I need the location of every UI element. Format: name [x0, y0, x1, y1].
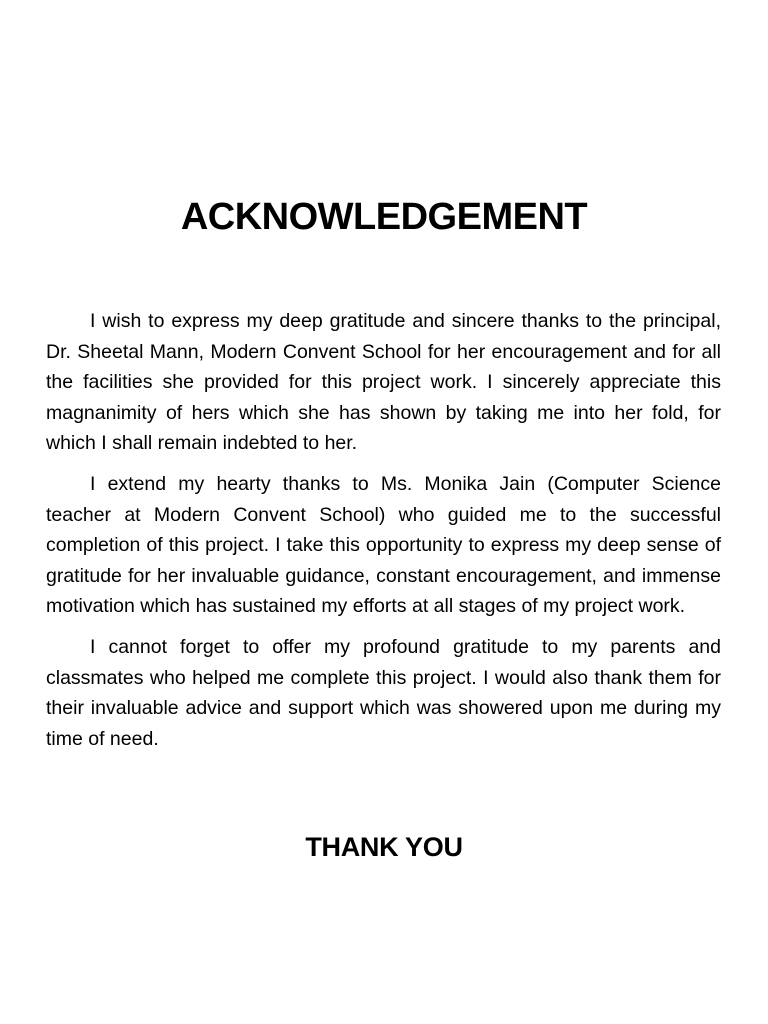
paragraph-parents: I cannot forget to offer my profound gratitude to my parents and classmates who helped me complete this project. I would also thank them for their invaluable advice and support which was showered upon me during my time of need.: [46, 635, 721, 750]
acknowledgement-body: [46, 306, 721, 764]
paragraph-teacher: I extend my hearty thanks to Ms. Monika Jain (Computer Science teacher at Modern Convent School) who guided me to the successful completion of this project. I take this opportunity to express my deep sense of gratitude for her invaluable guidance, constant encouragement, and immense motivation which has sustained my efforts at all stages of my project work.: [46, 472, 721, 618]
closing-thank-you: THANK YOU: [305, 832, 463, 862]
paragraph-principal: I wish to express my deep gratitude and sincere thanks to the principal, Dr. Sheetal Mann, Modern Convent School for her encouragement and for all the facilities she provided for this project work. I sincerely appreciate this magnanimity of hers which she has shown by taking me into her fold, for which I shall remain indebted to her.: [46, 310, 721, 455]
page-title: ACKNOWLEDGEMENT: [180, 196, 588, 238]
